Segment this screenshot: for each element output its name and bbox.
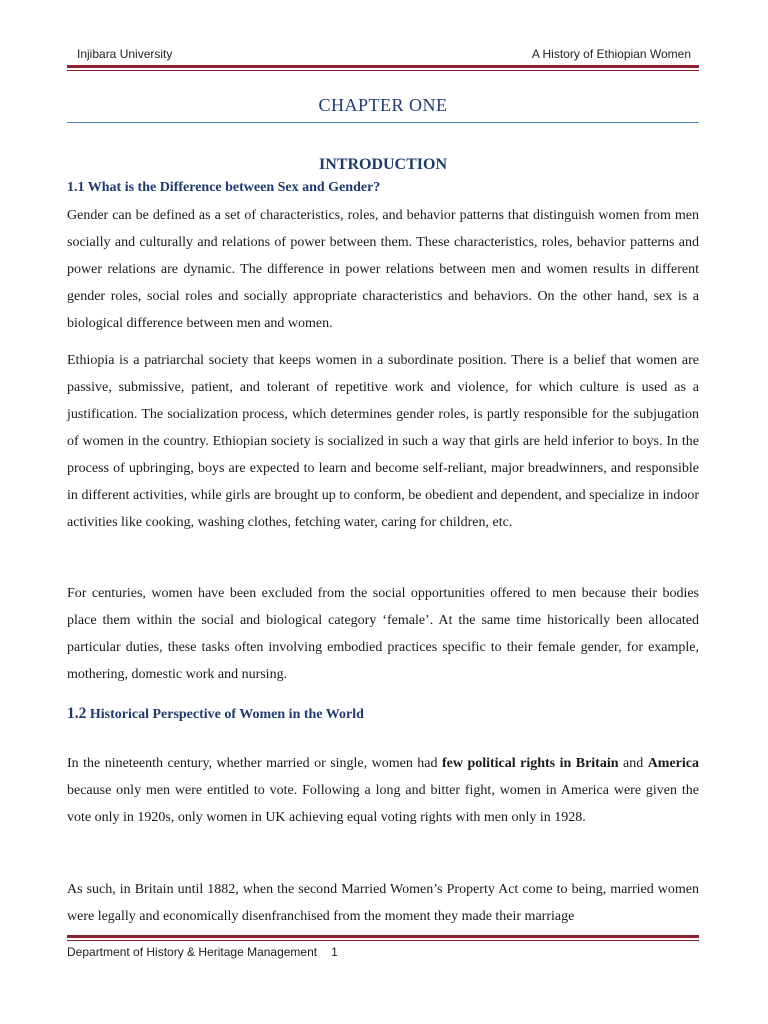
footer (67, 945, 338, 959)
paragraph-4-text-d: because only men were entitled to vote. Following a long and bitter fight, women in America were given the vote only in 1920s, only women in UK achieving equal voting rights with men only in 1928. (67, 783, 699, 825)
paragraph-4 (67, 750, 699, 831)
page-number: 1 (331, 945, 338, 959)
paragraph-3: For centuries, women have been excluded from the social opportunities offered to men because their bodies place them within the social and biological category ‘female’. At the same time historically been allocated particular duties, these tasks often involving embodied practices specific to their female gender, for example, mothering, domestic work and nursing. (67, 586, 699, 682)
header-rule-thin (67, 70, 699, 71)
heading-1-2 (67, 705, 364, 723)
paragraph-4-text-c: and (618, 756, 648, 771)
header-university: Injibara University (77, 47, 173, 61)
heading-1-1: 1.1 What is the Difference between Sex and Gender? (67, 180, 381, 195)
chapter-title-rule (67, 122, 699, 123)
paragraph-1: Gender can be defined as a set of characteristics, roles, and behavior patterns that distinguish women from men socially and culturally and relations of power between them. These characteristics, roles, behavior patterns and power relations are dynamic. The difference in power relations between men and women results in different gender roles, social roles and socially appropriate characteristics and behaviors. On the other hand, sex is a biological difference between men and women. (67, 208, 699, 331)
heading-1-2-number: 1.2 (67, 705, 87, 722)
section-title: INTRODUCTION (318, 156, 447, 173)
chapter-title: CHAPTER ONE (318, 95, 448, 115)
paragraph-4-text-a: In the nineteenth century, whether married or single, women had (67, 756, 442, 771)
header-book-title: A History of Ethiopian Women (531, 47, 691, 61)
footer-department: Department of History & Heritage Management (67, 945, 318, 959)
heading-1-2-text: Historical Perspective of Women in the World (89, 707, 364, 722)
paragraph-4-bold-america: America (647, 756, 699, 771)
footer-rule-thin (67, 940, 699, 941)
paragraph-2: Ethiopia is a patriarchal society that keeps women in a subordinate position. There is a belief that women are passive, submissive, patient, and tolerant of repetitive work and violence, for which culture is used as a justification. The socialization process, which determines gender roles, is partly responsible for the subjugation of women in the country. Ethiopian society is socialized in such a way that girls are held inferior to boys. In the process of upbringing, boys are expected to learn and become self-reliant, major breadwinners, and responsible in different activities, while girls are brought up to conform, be obedient and dependent, and specialize in indoor activities like cooking, washing clothes, fetching water, caring for children, etc. (67, 353, 699, 530)
footer-rule-thick (67, 935, 699, 938)
paragraph-5: As such, in Britain until 1882, when the second Married Women’s Property Act come to being, married women were legally and economically disenfranchised from the moment they made their marriage (67, 882, 699, 924)
header-rule-thick (67, 65, 699, 68)
paragraph-4-bold-britain: few political rights in Britain (441, 756, 619, 771)
